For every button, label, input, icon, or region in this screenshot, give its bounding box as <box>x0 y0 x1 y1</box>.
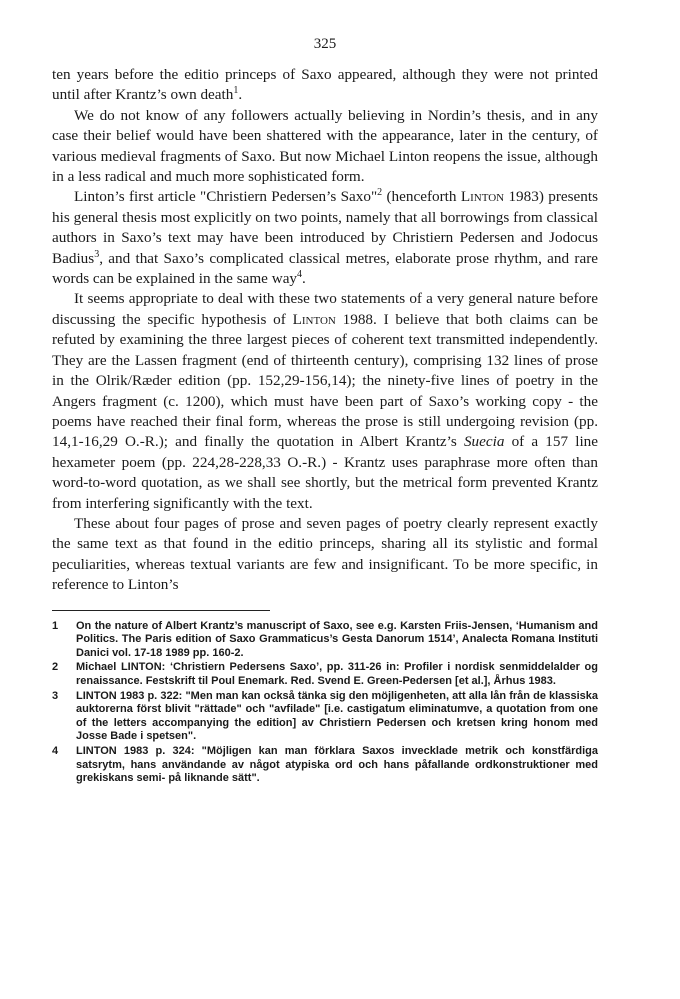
footnote <box>52 661 598 688</box>
footnote <box>52 690 598 744</box>
footnote-number: 1 <box>52 619 59 632</box>
text-run: We do not know of any followers actually believing in Nordin’s thesis, and in any case their belief would have been shattered with the appearance, later in the century, of various medieval fragments of Saxo. But now Michael Linton reopens the issue, although in a less radical and much more sophisticated form. <box>52 106 598 186</box>
text-run: ten years before the editio princeps of Saxo appeared, although they were not printed until after Krantz’s own death <box>52 66 598 104</box>
body-text <box>52 65 598 596</box>
text-run: 1983) presents his general thesis most explicitly on two points, namely that all borrowings from classical authors in Saxo’s text may have been introduced by Christiern Pedersen and Jodocus Badius <box>52 188 598 267</box>
footnotes <box>52 620 598 786</box>
footnote-marker: 3 <box>94 248 100 260</box>
text-run: It seems appropriate to deal with these two statements of a very general nature before discussing the specific hypothesis of <box>52 290 598 328</box>
footnote <box>52 745 598 786</box>
footnote <box>52 620 598 661</box>
footnote-text: On the nature of Albert Krantz’s manuscript of Saxo, see e.g. Karsten Friis-Jensen, ‘Humanism and Politics. The Paris edition of Saxo Grammaticus’s Gesta Danorum 1514’, Analecta Romana Instituti Danici vol. 17-18 1989 pp. 160-2. <box>76 619 598 659</box>
footnote-marker: 4 <box>297 269 303 280</box>
footnote-number: 3 <box>52 689 59 702</box>
footnote-text: LINTON 1983 p. 324: "Möjligen kan man förklara Saxos invecklade metrik och konstfärdiga satsrytm, hans användande av något atypiska ord och hans påfallande ordkonstruktioner med grekiskans semi- på liknande sätt". <box>76 744 598 785</box>
paragraph <box>52 289 598 513</box>
text-run: of a 157 line hexameter poem (pp. 224,28-228,33 O.-R.) - Krantz uses paraphrase more often than word-to-word quotation, as we shall see shortly, but the metrical form prevented Krantz from interfering significantly with the text. <box>52 433 599 512</box>
footnote-text: LINTON 1983 p. 322: "Men man kan också tänka sig den möjligenheten, att alla lån från de klassiska auktorerna först blivit "rättade" och "avfilade" [i.e. castigatum eliminatumve, a quotation from one of the letters accompanying the edition] av Christiern Pedersen och kretsen kring honom med Josse Bade i spetsen". <box>76 689 598 743</box>
paragraph <box>52 187 598 289</box>
footnote-text: Michael LINTON: ‘Christiern Pedersens Saxo’, pp. 311-26 in: Profiler i nordisk senmiddelalder og renaissance. Festskrift til Poul Enemark. Red. Svend E. Green-Pedersen [et al.], Århus 1983. <box>76 661 598 687</box>
paragraph <box>52 106 598 188</box>
text-run: , and that Saxo’s complicated classical metres, elaborate prose rhythm, and rare words can be explained in the same way <box>52 249 598 288</box>
text-run: These about four pages of prose and seven pages of poetry clearly represent exactly the same text as that found in the editio princeps, sharing all its stylistic and formal peculiarities, whereas textual variants are few and insignificant. To be more specific, in reference to Linton’s <box>52 514 598 594</box>
footnote-number: 2 <box>52 661 59 674</box>
footnote-rule <box>52 610 270 611</box>
text-run: . <box>302 270 306 288</box>
document-page <box>52 36 598 787</box>
footnote-number: 4 <box>52 744 59 757</box>
small-caps-text: Linton <box>292 310 336 328</box>
paragraph <box>52 65 598 106</box>
paragraph <box>52 514 598 596</box>
text-run: 1988. I believe that both claims can be refuted by examining the three largest pieces of coherent text transmitted independently. They are the Lassen fragment (end of thirteenth century), comprising 132 lines of prose in the Olrik/Ræder edition (pp. 152,29-156,14); the ninety-five lines of poetry in the Angers fragment (c. 1200), which must have been part of Saxo’s working copy - the poems have reached their final form, whereas the prose is still undergoing revision (pp. 14,1-16,29 O.-R.); and finally the quotation in Albert Krantz’s <box>52 310 598 451</box>
italic-text: Suecia <box>463 433 505 451</box>
footnote-marker: 1 <box>233 85 239 97</box>
text-run: . <box>238 86 243 104</box>
footnote-marker: 2 <box>377 187 383 199</box>
page-number: 325 <box>313 36 337 52</box>
small-caps-text: Linton <box>460 188 505 206</box>
text-run: (henceforth <box>382 188 461 206</box>
text-run: Linton’s first article "Christiern Pedersen’s Saxo" <box>74 188 378 206</box>
